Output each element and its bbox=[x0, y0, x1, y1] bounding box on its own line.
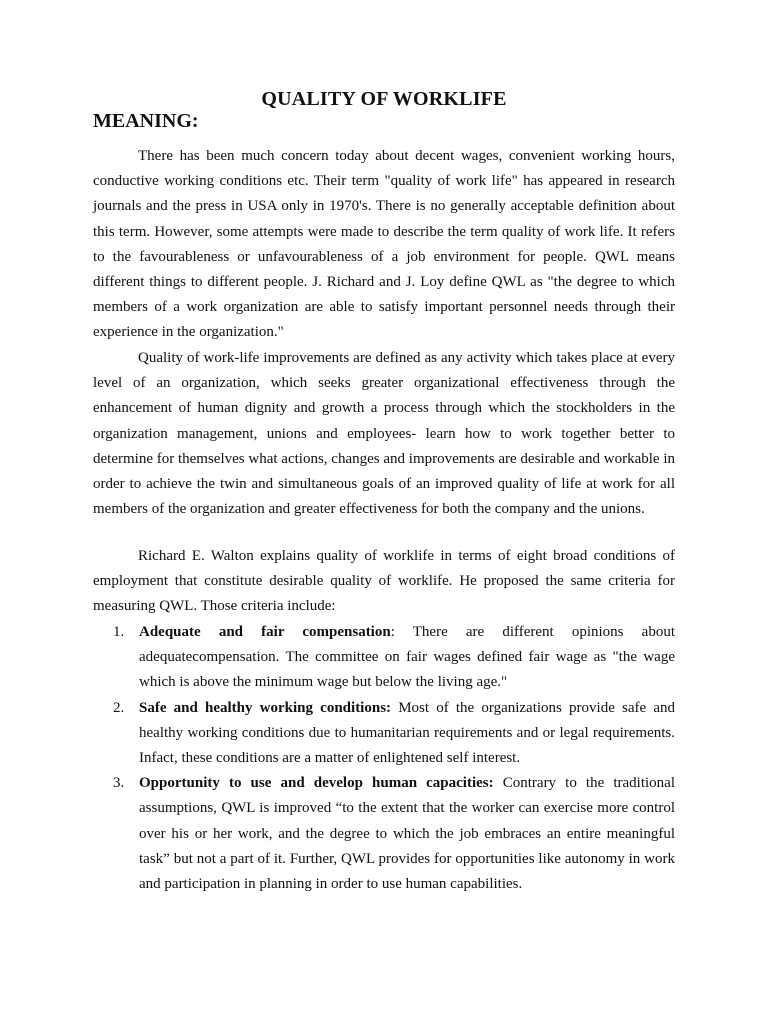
list-item bbox=[93, 620, 675, 696]
list-item-text: Contrary to the traditional assumptions, QWL is improved “to the extent that the worker can exercise more control over his or her work, and the degree to which the job embraces an entire meaningful task” but not a part of it. Further, QWL provides for opportunities like autonomy in work and participation in planning in order to use human capabilities. bbox=[139, 775, 675, 893]
list-item-number: 3. bbox=[113, 775, 125, 792]
document-title: QUALITY OF WORKLIFE bbox=[261, 88, 507, 110]
list-item-term: Safe and healthy working conditions: bbox=[139, 699, 392, 716]
list-item bbox=[93, 771, 675, 897]
section-heading-meaning: MEANING: bbox=[93, 110, 199, 132]
list-item-number: 1. bbox=[113, 624, 125, 640]
list-item-term: Adequate and fair compensation bbox=[139, 624, 391, 640]
list-item-number: 2. bbox=[113, 699, 125, 716]
paragraph: Richard E. Walton explains quality of worklife in terms of eight broad conditions of employment that constitute desirable quality of worklife. He proposed the same criteria for measuring QWL. Those criteria include: bbox=[93, 548, 675, 615]
criteria-list bbox=[93, 620, 675, 897]
paragraph: Quality of work-life improvements are defined as any activity which takes place at every level of an organization, which seeks greater organizational effectiveness through the enhancement of human dignity and growth a process through which the stockholders in the organization management, unions and employees- learn how to work together better to determine for themselves what actions, changes and improvements are desirable and workable in order to achieve the twin and simultaneous goals of an improved quality of life at work for all members of the organization and greater effectiveness for both the company and the unions. bbox=[93, 350, 675, 518]
paragraph: There has been much concern today about decent wages, convenient working hours, conductive working conditions etc. Their term "quality of work life" has appeared in research journals and the press in USA only in 1970's. There is no generally acceptable definition about this term. However, some attempts were made to describe the term quality of work life. It refers to the favourableness or unfavourableness of a job environment for people. QWL means different things to different people. J. Richard and J. Loy define QWL as "the degree to which members of a work organization are able to satisfy important personnel needs through their experience in the organization." bbox=[93, 148, 675, 341]
list-item-term: Opportunity to use and develop human capacities: bbox=[139, 775, 494, 792]
list-item-text: Most of the organizations provide safe and healthy working conditions due to humanitarian requirements and or legal requirements. Infact, these conditions are a matter of enlightened self interest. bbox=[139, 699, 676, 767]
list-item bbox=[93, 696, 675, 772]
list-item-text: : There are different opinions about adequatecompensation. The committee on fair wages defined fair wage as "the wage which is above the minimum wage but below the living age." bbox=[139, 624, 675, 691]
